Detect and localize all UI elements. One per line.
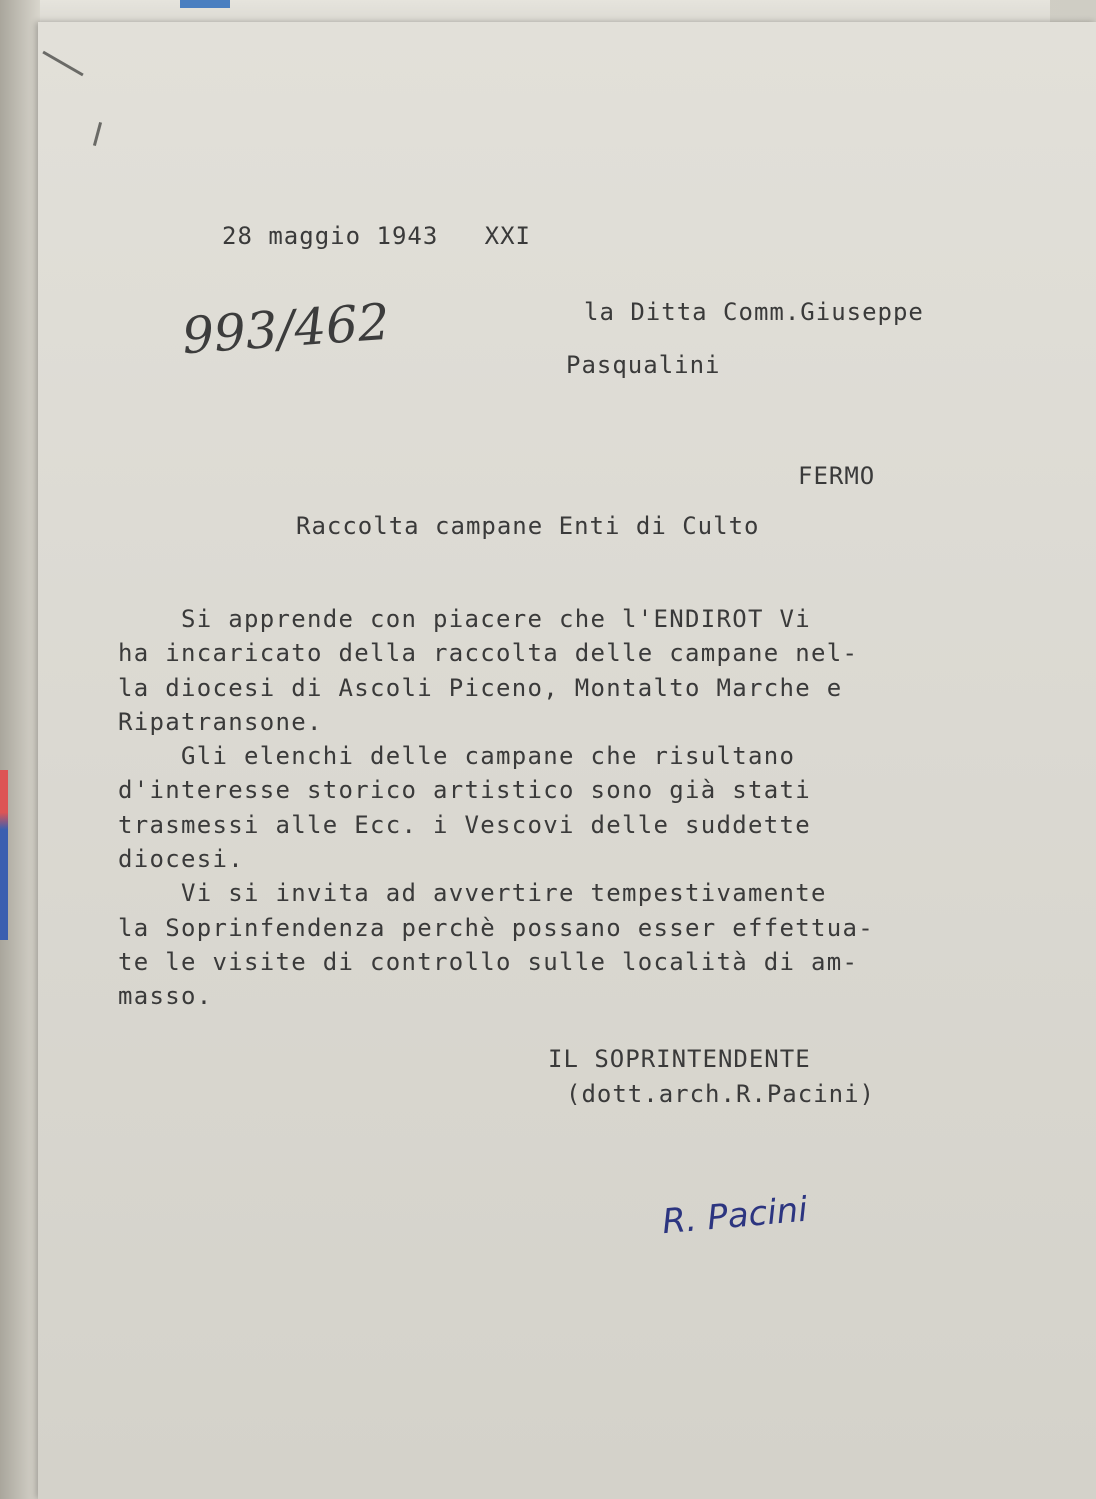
body-line: d'interesse storico artistico sono già stati [118, 776, 811, 805]
letter-date: 28 maggio 1943 XXI [222, 222, 531, 250]
background-blue-corner [180, 0, 230, 8]
signature-name: (dott.arch.R.Pacini) [566, 1080, 875, 1108]
recipient-line-1: la Ditta Comm.Giuseppe [584, 298, 924, 326]
body-line: la diocesi di Ascoli Piceno, Montalto Marche e [118, 673, 843, 702]
background-colored-edge [0, 770, 8, 940]
background-left-edge [0, 0, 40, 1499]
signature-title: IL SOPRINTENDENTE [548, 1045, 811, 1073]
recipient-city: FERMO [798, 462, 876, 490]
letter-body [118, 602, 874, 1014]
body-line: Gli elenchi delle campane che risultano [118, 742, 796, 771]
paper-tear-mark [42, 51, 83, 77]
body-line: Ripatransone. [118, 707, 323, 736]
body-line: te le visite di controllo sulle località di am- [118, 947, 859, 976]
body-line: trasmessi alle Ecc. i Vescovi delle suddette [118, 810, 811, 839]
body-line: masso. [118, 982, 213, 1011]
letter-subject: Raccolta campane Enti di Culto [296, 512, 760, 540]
signature-stamp: R. Pacini [660, 1189, 810, 1243]
recipient-line-2: Pasqualini [566, 351, 721, 379]
body-line: Vi si invita ad avvertire tempestivamente [118, 879, 827, 908]
body-line: Si apprende con piacere che l'ENDIROT Vi [118, 605, 811, 633]
paper-tear-mark [93, 122, 102, 146]
body-line: ha incaricato della raccolta delle campane nel- [118, 639, 859, 668]
body-line: la Soprinfendenza perchè possano esser effettua- [118, 913, 874, 942]
signature-block [548, 1042, 875, 1112]
protocol-number: 993/462 [180, 292, 392, 366]
body-line: diocesi. [118, 845, 244, 874]
